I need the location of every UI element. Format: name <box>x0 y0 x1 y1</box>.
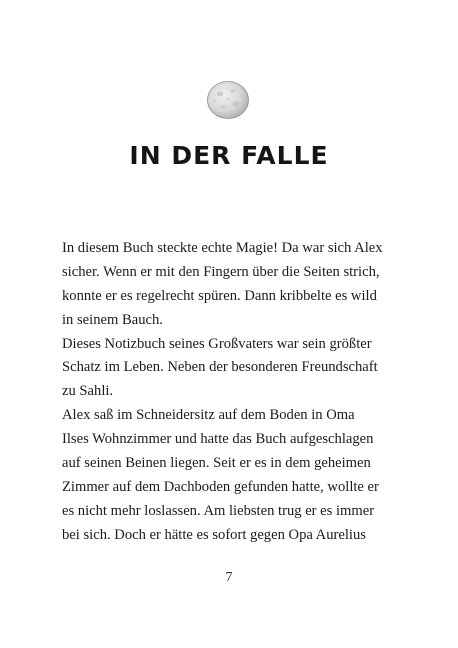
page-number: 7 <box>225 570 233 585</box>
text-line: in seinem Bauch. <box>62 311 163 328</box>
text-line: auf seinen Beinen liegen. Seit er es in dem geheimen <box>62 455 371 472</box>
text-line: bei sich. Doch er hätte es sofort gegen Opa Aurelius <box>62 526 366 543</box>
text-line: es nicht mehr loslassen. Am liebsten trug er es immer <box>62 502 375 519</box>
text-line: Schatz im Leben. Neben der besonderen Freundschaft <box>62 359 378 376</box>
text-line: konnte er es regelrecht spüren. Dann kribbelte es wild <box>62 287 377 304</box>
text-line: Ilses Wohnzimmer und hatte das Buch aufgeschlagen <box>62 431 374 448</box>
moon-icon <box>206 80 250 120</box>
text-line: Dieses Notizbuch seines Großvaters war sein größter <box>62 335 372 352</box>
text-line: sicher. Wenn er mit den Fingern über die Seiten strich, <box>62 263 380 280</box>
text-line: Zimmer auf dem Dachboden gefunden hatte, wollte er <box>62 478 379 495</box>
text-line: zu Sahli. <box>62 383 114 400</box>
chapter-body-text <box>62 237 402 548</box>
text-line: Alex saß im Schneidersitz auf dem Boden in Oma <box>62 407 355 424</box>
chapter-title: IN DER FALLE <box>129 141 329 170</box>
text-line: In diesem Buch steckte echte Magie! Da war sich Alex <box>62 240 383 256</box>
